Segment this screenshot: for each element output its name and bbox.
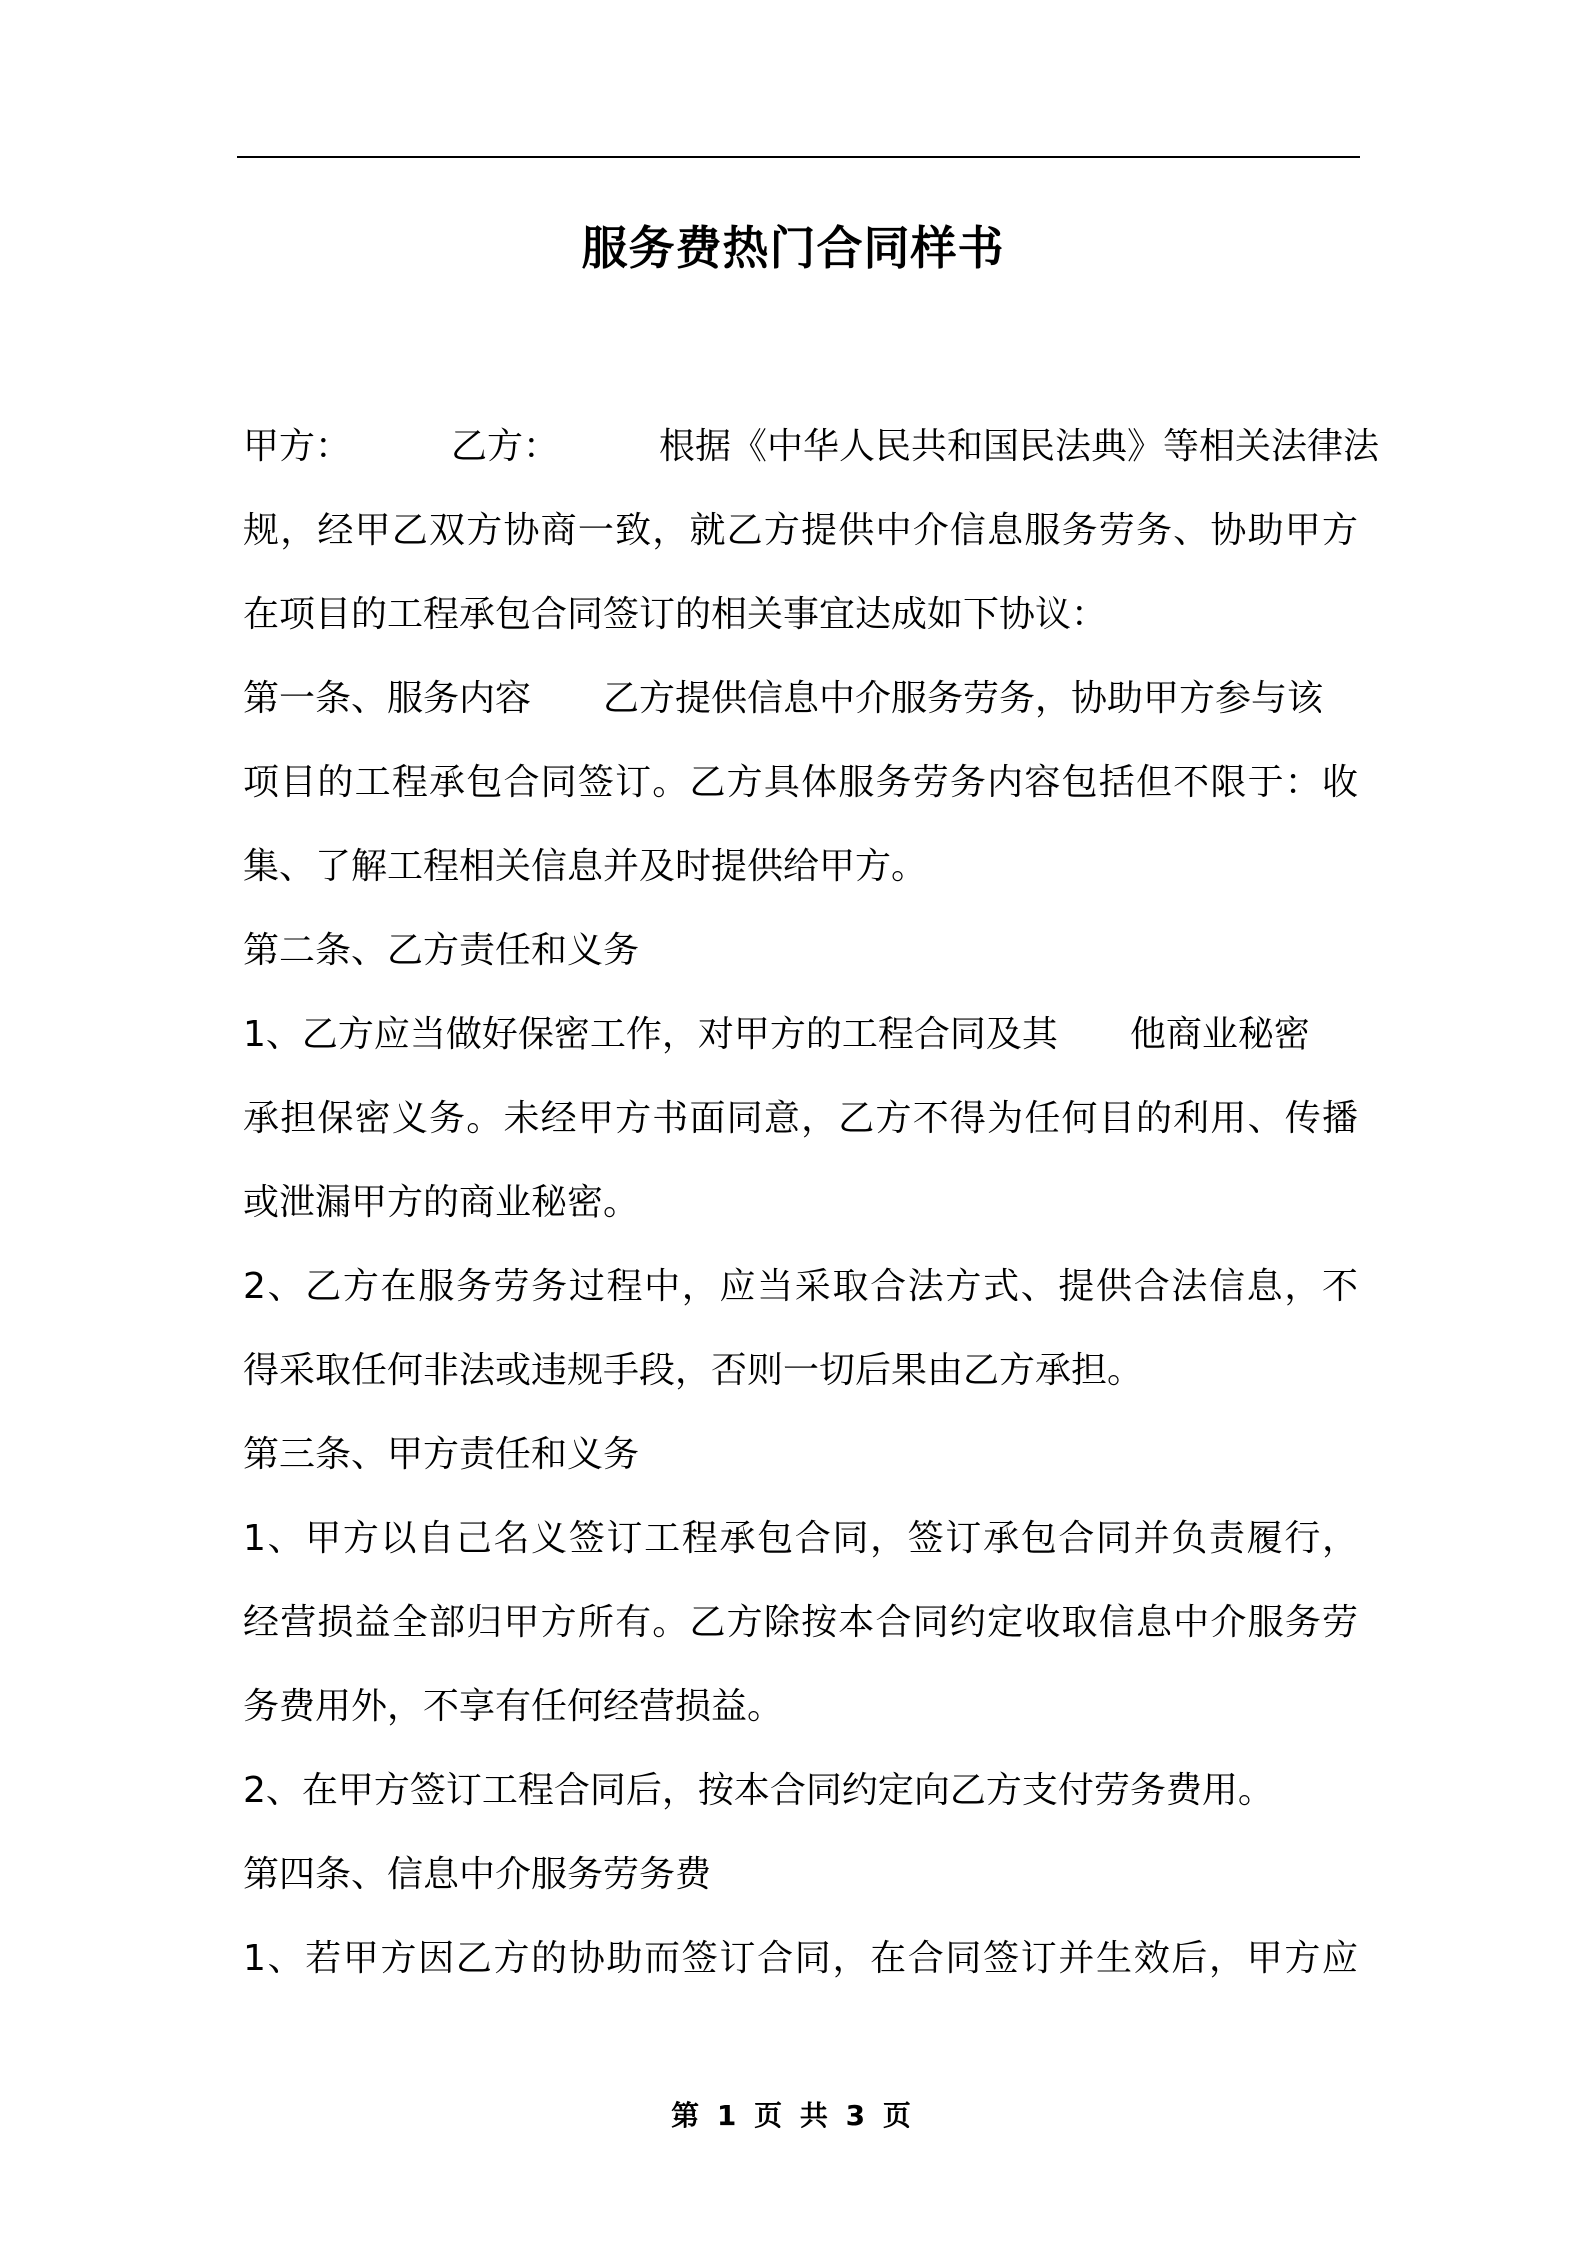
party-a-label: 甲方： (243, 426, 352, 467)
body-line: 在项目的工程承包合同签订的相关事宜达成如下协议： (243, 594, 1108, 635)
body-line: 2、乙方在服务劳务过程中，应当采取合法方式、提供合法信息，不 (243, 1266, 1358, 1307)
body-line: 规，经甲乙双方协商一致，就乙方提供中介信息服务劳务、协助甲方 (243, 510, 1358, 551)
parties-line (243, 405, 1380, 489)
party-b-label: 乙方： (451, 426, 560, 467)
body-line: 或泄漏甲方的商业秘密。 (243, 1182, 640, 1223)
document-body (243, 405, 1380, 2001)
section-1-line (243, 657, 1358, 741)
body-line: 1、甲方以自己名义签订工程承包合同，签订承包合同并负责履行， (243, 1518, 1358, 1559)
body-line: 经营损益全部归甲方所有。乙方除按本合同约定收取信息中介服务劳 (243, 1602, 1358, 1643)
body-line: 他商业秘密 (1129, 1014, 1310, 1055)
header-rule (237, 156, 1360, 158)
body-line: 2、在甲方签订工程合同后，按本合同约定向乙方支付劳务费用。 (243, 1770, 1274, 1811)
body-line: 1、若甲方因乙方的协助而签订合同，在合同签订并生效后，甲方应 (243, 1938, 1358, 1979)
document-title: 服务费热门合同样书 (581, 221, 1005, 275)
section-heading: 第三条、甲方责任和义务 (243, 1434, 640, 1475)
section-heading: 第一条、服务内容 (243, 678, 532, 719)
body-line: 根据《中华人民共和国民法典》等相关法律法 (659, 426, 1380, 467)
page-number: 第 1 页 共 3 页 (671, 2099, 915, 2132)
body-line: 项目的工程承包合同签订。乙方具体服务劳务内容包括但不限于：收 (243, 762, 1358, 803)
body-line: 乙方提供信息中介服务劳务，协助甲方参与该 (603, 678, 1324, 719)
body-line: 务费用外，不享有任何经营损益。 (243, 1686, 784, 1727)
section-heading: 第二条、乙方责任和义务 (243, 930, 640, 971)
section-heading: 第四条、信息中介服务劳务费 (243, 1854, 712, 1895)
body-line: 得采取任何非法或违规手段，否则一切后果由乙方承担。 (243, 1350, 1144, 1391)
body-line: 承担保密义务。未经甲方书面同意，乙方不得为任何目的利用、传播 (243, 1098, 1358, 1139)
body-line: 集、了解工程相关信息并及时提供给甲方。 (243, 846, 928, 887)
body-line: 1、乙方应当做好保密工作，对甲方的工程合同及其 (243, 1014, 1058, 1055)
clause-line (243, 993, 1358, 1077)
